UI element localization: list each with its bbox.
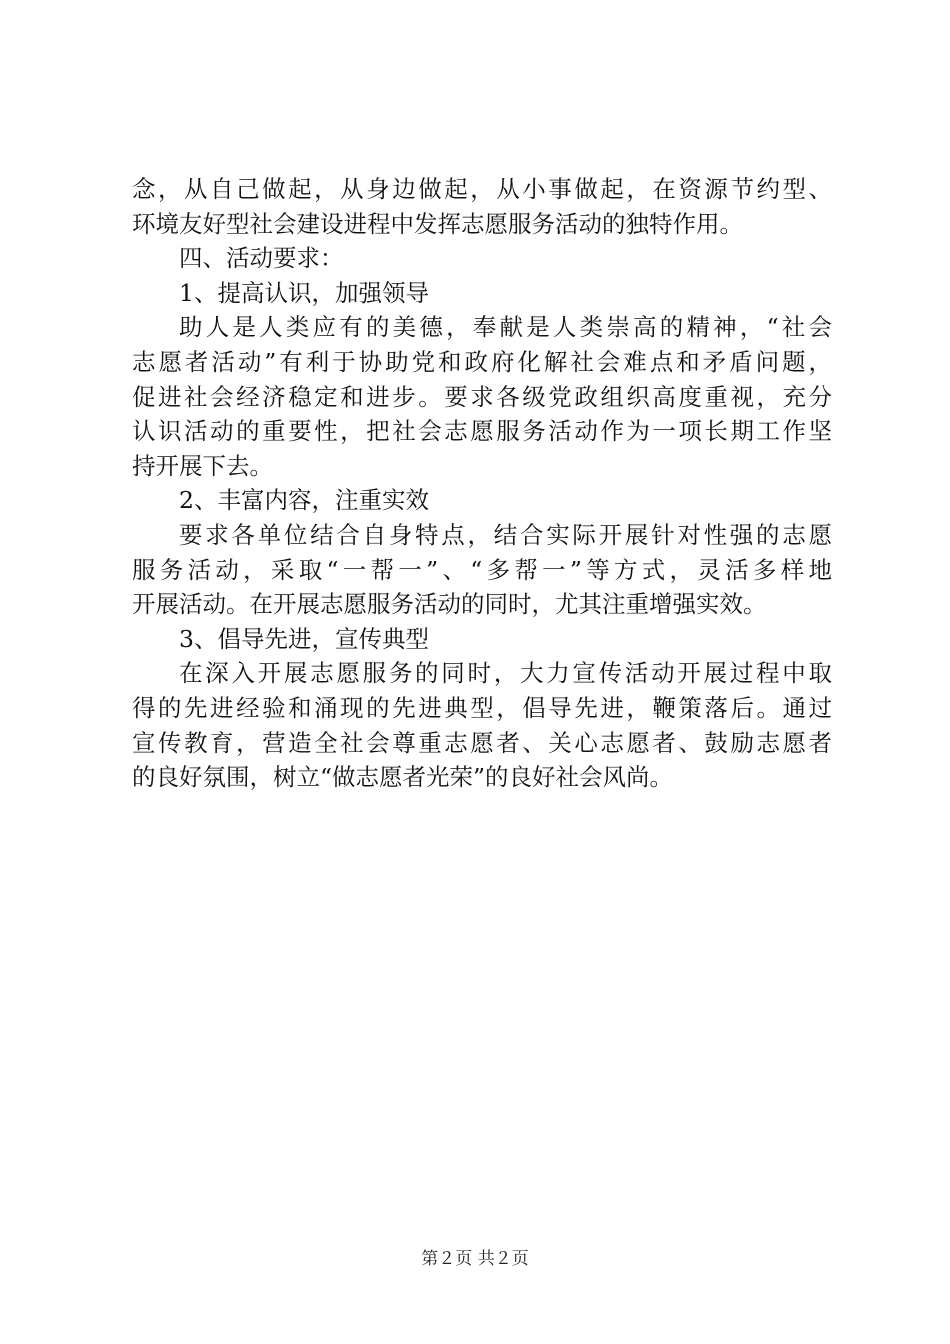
body-line: 的良好氛围，树立“做志愿者光荣”的良好社会风尚。 <box>132 763 674 792</box>
subsection-heading: 2、丰富内容，注重实效 <box>179 486 429 515</box>
body-line: 志愿者活动”有利于协助党和政府化解社会难点和矛盾问题， <box>132 347 832 376</box>
page-number-footer: 第２页 共２页 <box>421 1249 529 1269</box>
body-line: 环境友好型社会建设进程中发挥志愿服务活动的独特作用。 <box>132 209 743 238</box>
document-body <box>132 172 832 795</box>
body-line: 得的先进经验和涌现的先进典型，倡导先进，鞭策落后。通过 <box>132 693 832 722</box>
subsection-heading: 3、倡导先进，宣传典型 <box>179 624 429 653</box>
body-line: 服务活动，采取“一帮一”、“多帮一”等方式，灵活多样地 <box>132 555 832 584</box>
body-line: 宣传教育，营造全社会尊重志愿者、关心志愿者、鼓励志愿者 <box>132 728 832 757</box>
paragraph-first-line: 助人是人类应有的美德，奉献是人类崇高的精神，“社会 <box>179 313 832 342</box>
body-line: 认识活动的重要性，把社会志愿服务活动作为一项长期工作坚 <box>132 417 832 446</box>
paragraph-first-line: 在深入开展志愿服务的同时，大力宣传活动开展过程中取 <box>179 659 832 688</box>
section-heading: 四、活动要求： <box>179 244 344 273</box>
subsection-heading: 1、提高认识，加强领导 <box>179 278 429 307</box>
body-line: 促进社会经济稳定和进步。要求各级党政组织高度重视，充分 <box>132 382 832 411</box>
paragraph-first-line: 要求各单位结合自身特点，结合实际开展针对性强的志愿 <box>179 520 832 549</box>
body-line: 持开展下去。 <box>132 451 273 480</box>
body-line: 念，从自己做起，从身边做起，从小事做起，在资源节约型、 <box>132 175 832 203</box>
body-line: 开展活动。在开展志愿服务活动的同时，尤其注重增强实效。 <box>132 590 767 619</box>
